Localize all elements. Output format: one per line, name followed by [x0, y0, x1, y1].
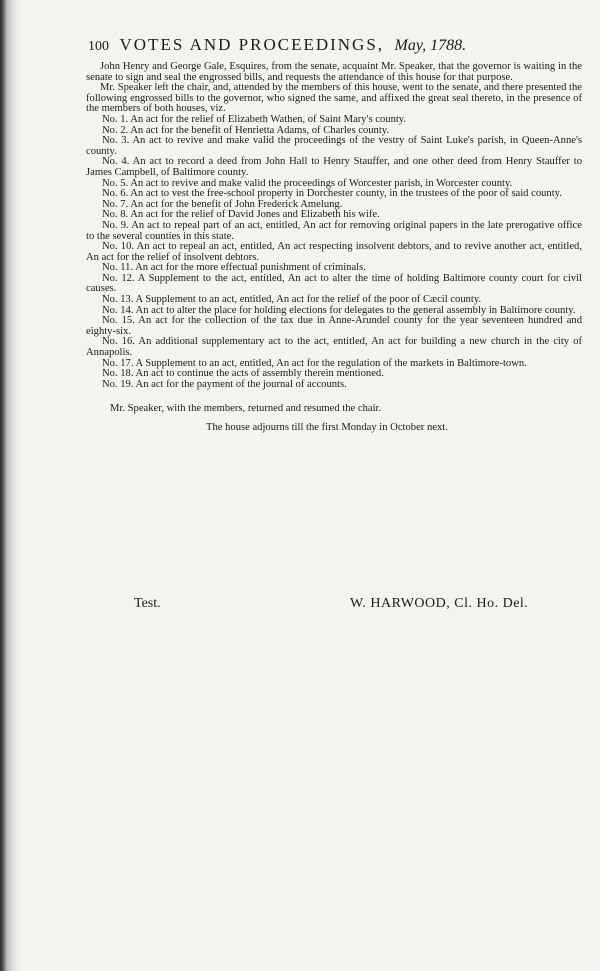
- act-item-1: No. 1. An act for the relief of Elizabeth Wathen, of Saint Mary's county.: [102, 113, 407, 125]
- act-item-15: No. 15. An act for the collection of the tax due in Anne-Arundel county for the year seventeen hundred and eighty-six.: [86, 315, 582, 337]
- act-item-17: No. 17. A Supplement to an act, entitled, An act for the regulation of the markets in Baltimore-town.: [102, 357, 527, 369]
- act-item-13: No. 13. A Supplement to an act, entitled, An act for the relief of the poor of Cæcil county.: [102, 294, 482, 306]
- document-body: [86, 62, 582, 434]
- act-item-3: No. 3. An act to revive and make valid the proceedings of the vestry of Saint Luke's parish, in Queen-Anne's county.: [86, 135, 582, 157]
- page-number: 100: [88, 39, 109, 54]
- act-item-12: No. 12. A Supplement to the act, entitled, An act to alter the time of holding Baltimore county court for civil causes.: [86, 272, 582, 295]
- running-header: [88, 34, 588, 56]
- adjournment-notice: The house adjourns till the first Monday in October next.: [206, 422, 448, 433]
- closing-statement: Mr. Speaker, with the members, returned and resumed the chair.: [110, 403, 382, 415]
- act-item-19: No. 19. An act for the payment of the journal of accounts.: [102, 378, 347, 390]
- act-item-5: No. 5. An act to revive and make valid the proceedings of Worcester parish, in Worcester county.: [102, 177, 513, 189]
- attestation-row: [86, 596, 582, 616]
- act-item-10: No. 10. An act to repeal an act, entitled, An act respecting insolvent debtors, and to revive another act, entitled, An act for the relief of insolvent debtors.: [86, 241, 582, 263]
- act-item-4: No. 4. An act to record a deed from John Hall to Henry Stauffer, and one other deed from Henry Stauffer to James Campbell, of Baltimore county.: [86, 156, 582, 178]
- act-item-8: No. 8. An act for the relief of David Jones and Elizabeth his wife.: [102, 209, 380, 221]
- act-item-16: No. 16. An additional supplementary act to the act, entitled, An act for building a new church in the city of Annapolis.: [86, 336, 582, 359]
- act-item-7: No. 7. An act for the benefit of John Frederick Amelung.: [102, 198, 343, 210]
- test-label: Test.: [134, 596, 161, 611]
- act-item-18: No. 18. An act to continue the acts of assembly therein mentioned.: [102, 368, 384, 380]
- act-item-9: No. 9. An act to repeal part of an act, entitled, An act for removing original papers in the late prerogative office to the several counties in this state.: [86, 219, 582, 242]
- paragraph-senate-message: John Henry and George Gale, Esquires, from the senate, acquaint Mr. Speaker, that the governor is waiting in the senate to sign and seal the engrossed bills, and requests the attendance of this house for that purpose.: [86, 61, 582, 83]
- act-item-14: No. 14. An act to alter the place for holding elections for delegates to the general assembly in Baltimore county.: [102, 304, 576, 316]
- act-item-11: No. 11. An act for the more effectual punishment of criminals.: [102, 262, 366, 274]
- act-item-2: No. 2. An act for the benefit of Henrietta Adams, of Charles county.: [102, 124, 390, 136]
- paragraph-speaker-left-chair: Mr. Speaker left the chair, and, attended by the members of this house, went to the senate, and there presented the following engrossed bills to the governor, who signed the same, and affixed the great seal thereto, in the presence of the members of both houses, viz.: [86, 82, 582, 115]
- header-date: May, 1788.: [394, 37, 467, 54]
- page-title: VOTES AND PROCEEDINGS,: [119, 35, 385, 54]
- act-item-6: No. 6. An act to vest the free-school property in Dorchester county, in the trustees of the poor of said county.: [102, 188, 562, 200]
- clerk-signature: W. HARWOOD, Cl. Ho. Del.: [350, 596, 529, 611]
